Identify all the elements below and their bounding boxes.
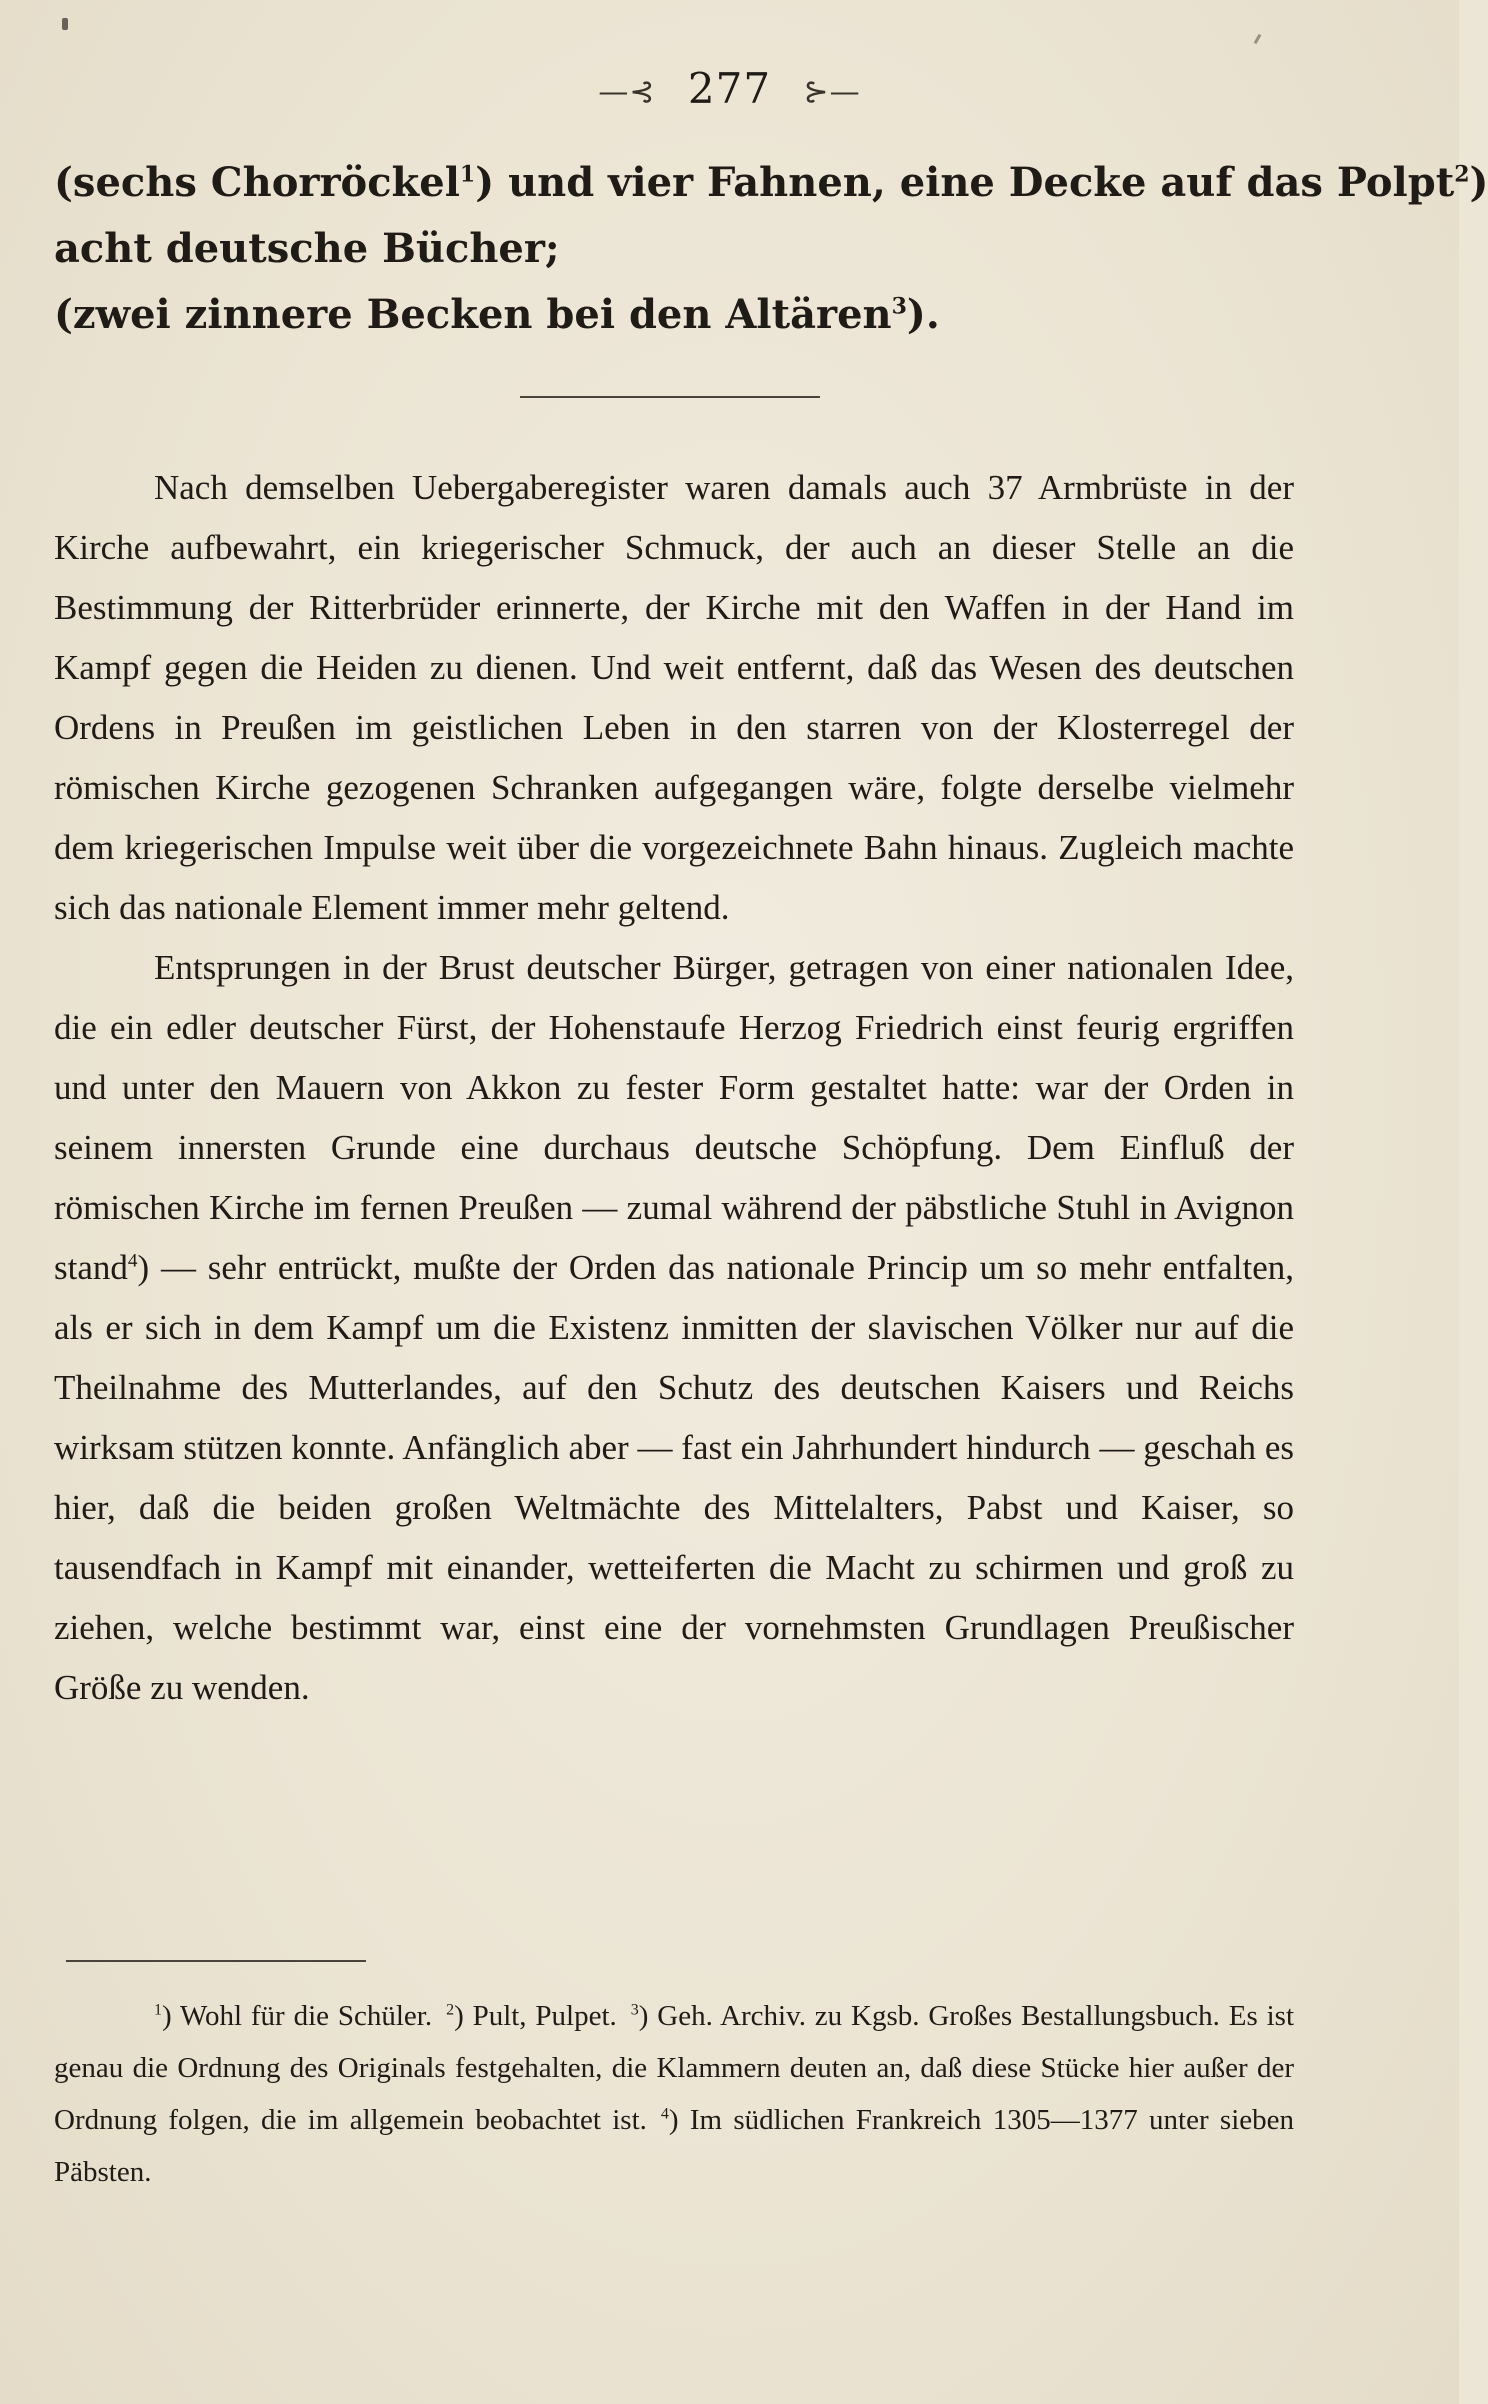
inventory-text: acht deutsche Bücher; — [54, 225, 560, 272]
footnote-2: ) Pult, Pulpet. — [454, 2000, 617, 2032]
paragraph-text: ) — sehr entrückt, mußte der Orden das nationale Princip um so mehr entfalten, als er sich in dem Kampf um die Existenz inmitten der slavischen Völker nur auf die Theilnahme des Mutterlandes, auf den Schutz des deutschen Kaisers und Reichs wirksam stützen konnte. Anfänglich aber — fast ein Jahrhundert hindurch — geschah es hier, daß die beiden großen Weltmächte des Mittelalters, Pabst und Kaiser, so tausendfach in Kampf mit einander, wetteiferten die Macht zu schirmen und groß zu ziehen, welche bestimmt war, einst eine der vornehmsten Grundlagen Preußischer Größe zu wenden. — [54, 1248, 1294, 1707]
inventory-text: (sechs Chorröckel — [54, 159, 460, 206]
ink-speck — [1254, 34, 1262, 44]
header-ornament-right: ⊱— — [803, 74, 861, 110]
inventory-list — [54, 150, 1488, 348]
footnotes — [54, 1990, 1294, 2198]
page-header — [0, 64, 1459, 113]
footnote-mark-1: 1 — [154, 2001, 162, 2019]
footnote-ref-3[interactable]: 3 — [891, 293, 907, 320]
page-number: 277 — [687, 64, 772, 113]
footnote-ref-2[interactable]: 2 — [1454, 161, 1470, 188]
section-divider — [520, 396, 820, 398]
footnote-3: ) Geh. Archiv. zu Kgsb. Großes Bestallungsbuch. Es ist genau die Ordnung des Originals festgehalten, die Klammern deuten an, daß diese Stücke hier außer der Ordnung folgen, die im allgemein beobachtet ist. — [54, 2000, 1295, 2136]
footnote-1: ) Wohl für die Schüler. — [161, 2000, 433, 2032]
inventory-text: ). — [906, 291, 940, 338]
paragraph-text: Entsprungen in der Brust deutscher Bürger, getragen von einer nationalen Idee, die ein edler deutscher Fürst, der Hohenstaufe Herzog Friedrich einst feurig ergriffen und unter den Mauern von Akkon zu fester Form gestaltet hatte: war der Orden in seinem innersten Grunde eine durchaus deutsche Schöpfung. Dem Einfluß der römischen Kirche im fernen Preußen — zumal während der päbstliche Stuhl in Avignon stand — [54, 948, 1294, 1287]
footnote-ref-1[interactable]: 1 — [459, 161, 476, 188]
inventory-line-3 — [54, 282, 1294, 348]
header-ornament-left: —⊰ — [598, 74, 656, 110]
footnote-block — [54, 1990, 1294, 2198]
paragraph-2 — [54, 938, 1294, 1718]
ink-speck — [62, 18, 68, 30]
footnote-mark-2: 2 — [446, 2001, 455, 2019]
footnote-divider — [66, 1960, 366, 1962]
paragraph-1: Nach demselben Uebergaberegister waren damals auch 37 Armbrüste in der Kirche aufbewahrt, ein kriegerischer Schmuck, der auch an dieser Stelle an die Bestimmung der Ritterbrüder erinnerte, der Kirche mit den Waffen in der Hand im Kampf gegen die Heiden zu dienen. Und weit entfernt, daß das Wesen des deutschen Ordens in Preußen im geistlichen Leben in den starren von der Klosterregel der römischen Kirche gezogenen Schranken aufgegangen wäre, folgte derselbe vielmehr dem kriegerischen Impulse weit über die vorgezeichnete Bahn hinaus. Zugleich machte sich das nationale Element immer mehr geltend. — [54, 468, 1294, 927]
footnote-mark-4: 4 — [660, 2105, 669, 2123]
footnote-ref-4[interactable]: 4 — [127, 1250, 138, 1272]
inventory-line-2 — [54, 216, 1294, 282]
footnote-4: ) Im südlichen Frankreich 1305—1377 unter sieben Päbsten. — [54, 2104, 1294, 2188]
inventory-text: (zwei zinnere Becken bei den Altären — [54, 291, 892, 338]
inventory-text: ) — [1469, 159, 1488, 206]
inventory-text: ) und vier Fahnen, eine Decke auf das Polpt — [475, 159, 1455, 206]
main-text — [54, 458, 1294, 1718]
footnote-mark-3: 3 — [630, 2001, 639, 2019]
inventory-line-1 — [54, 150, 1488, 216]
